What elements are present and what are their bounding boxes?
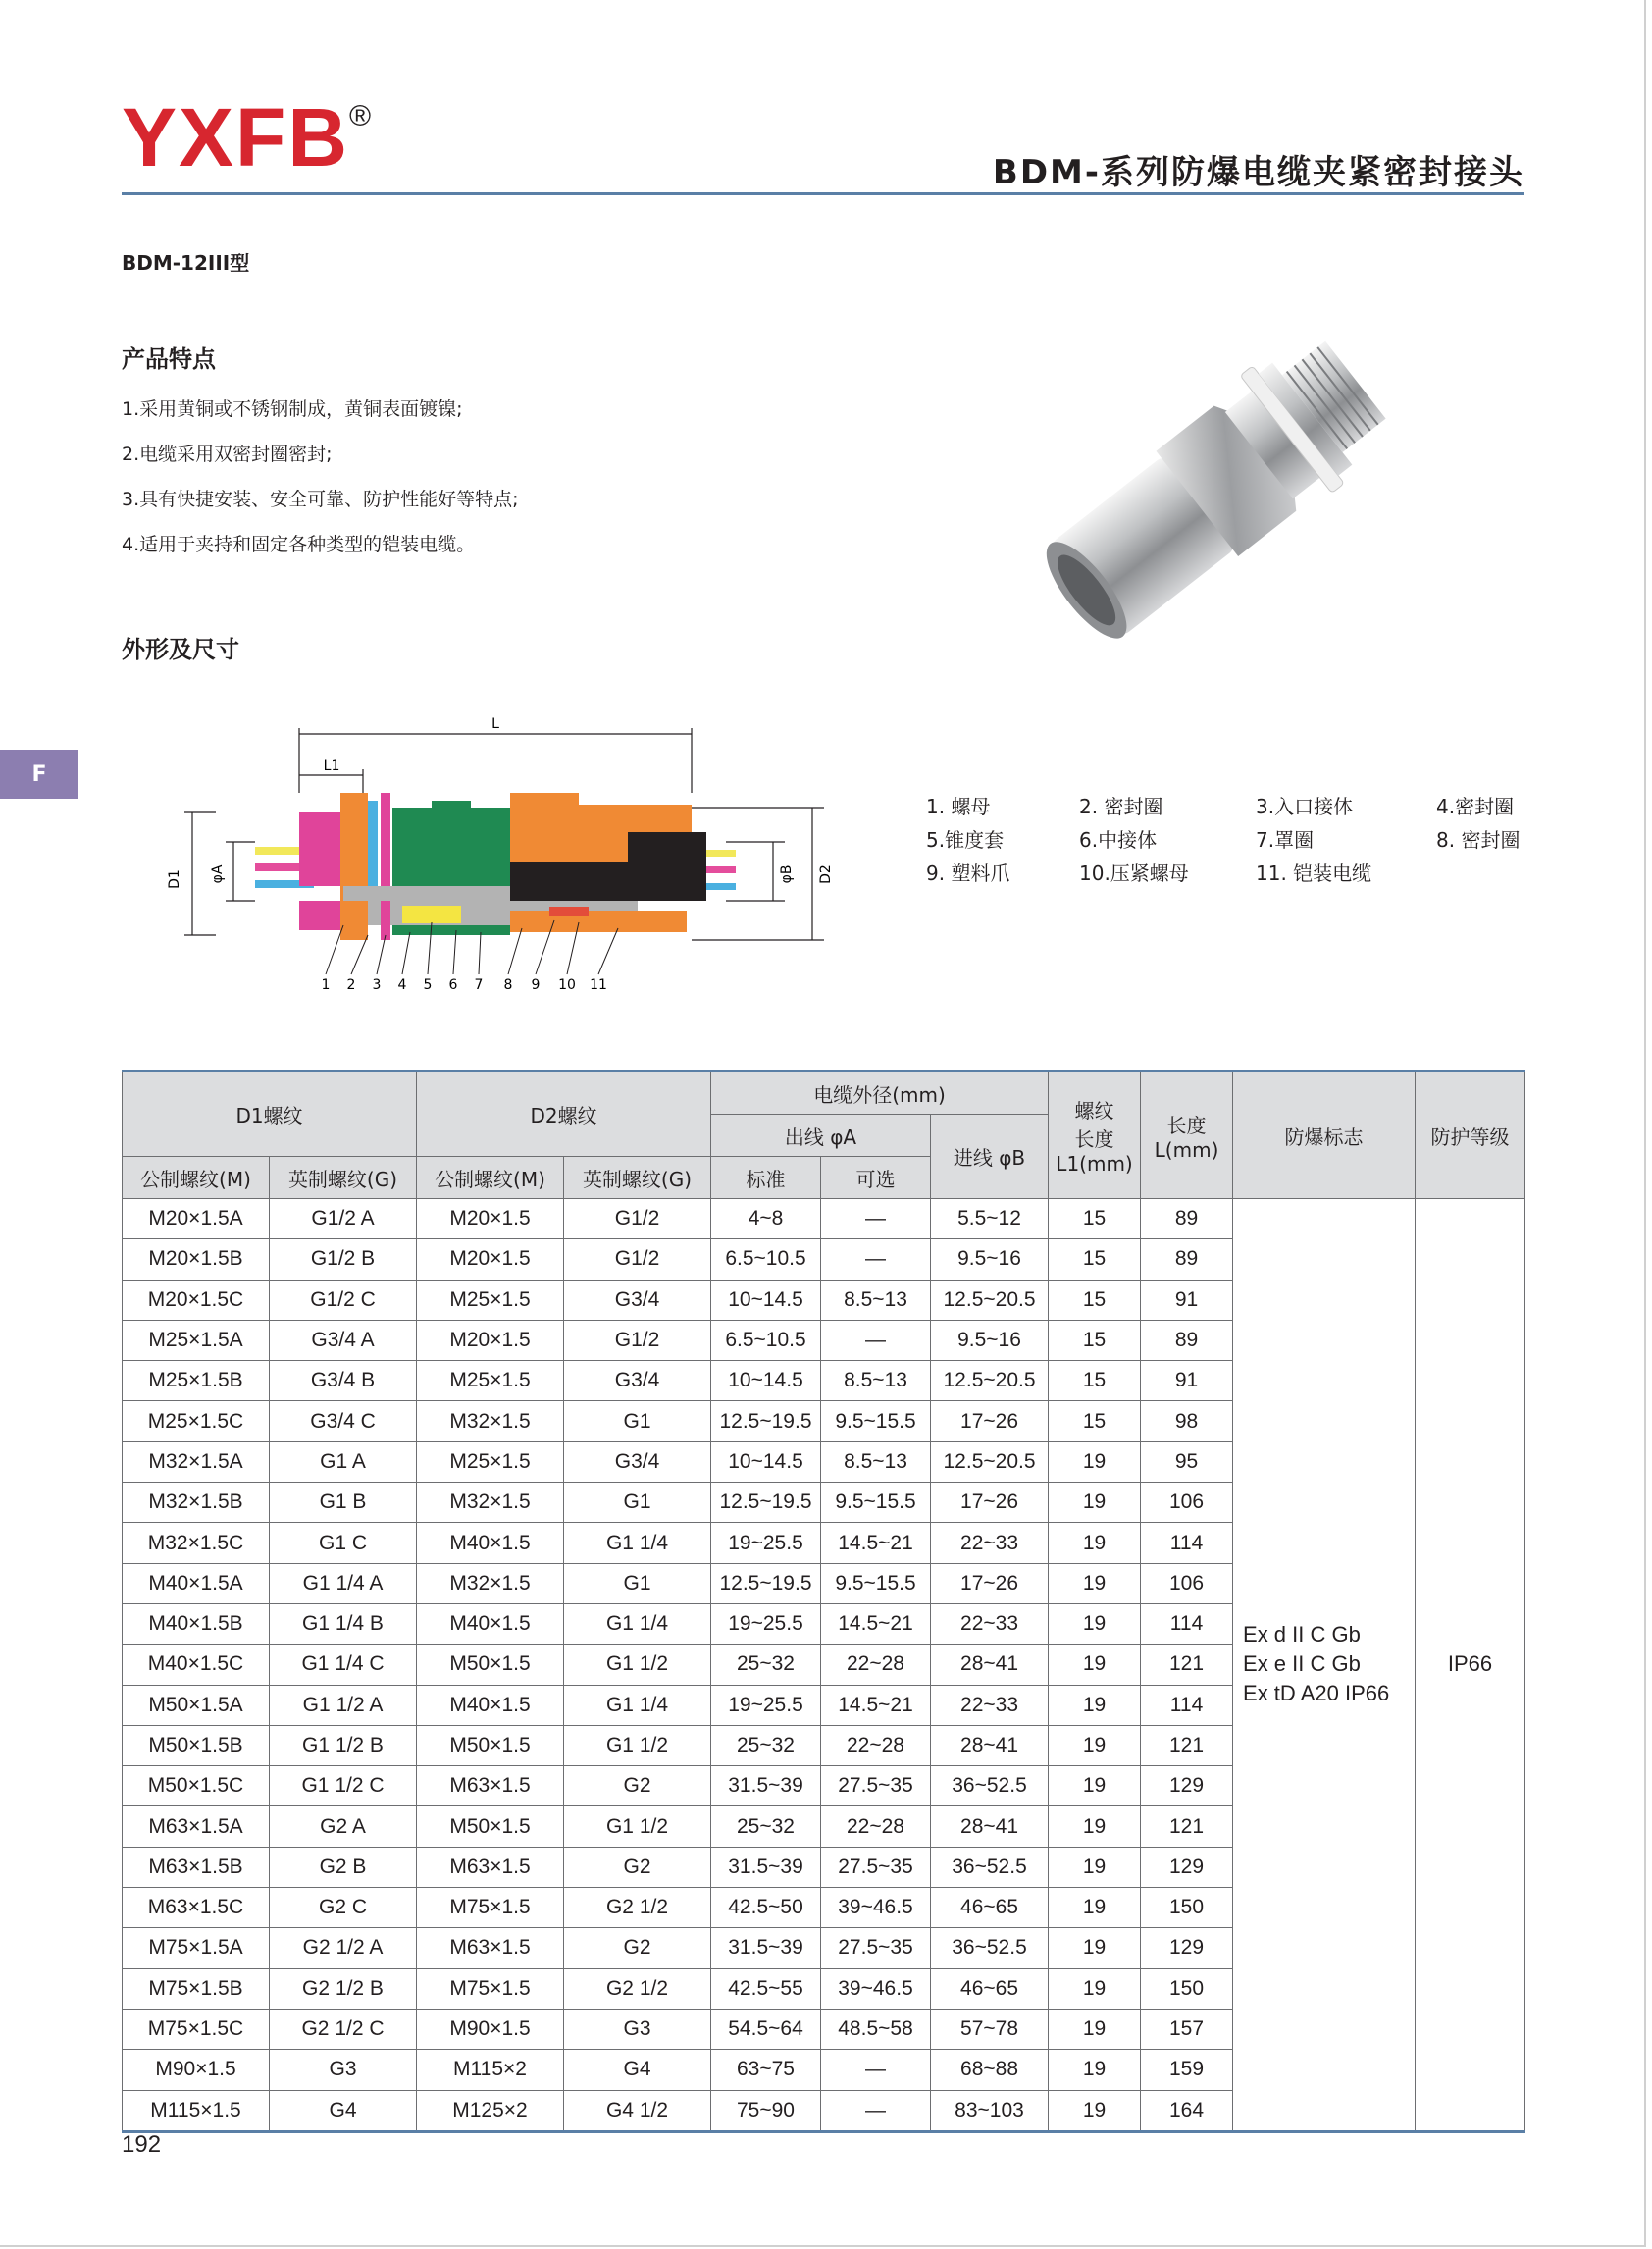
table-cell: 164 xyxy=(1141,2090,1233,2131)
legend-item: 3.入口接体 xyxy=(1256,795,1354,818)
table-cell: 129 xyxy=(1141,1928,1233,1968)
table-cell: 28~41 xyxy=(931,1645,1049,1685)
table-cell: G1/2 xyxy=(564,1320,711,1360)
table-cell: 12.5~19.5 xyxy=(711,1401,821,1441)
feature-item-1: 1.采用黄铜或不锈钢制成，黄铜表面镀镍; xyxy=(122,398,463,420)
table-cell: 63~75 xyxy=(711,2050,821,2090)
table-cell: G1/2 A xyxy=(270,1199,417,1239)
table-cell: 19 xyxy=(1049,1603,1141,1644)
table-cell: 83~103 xyxy=(931,2090,1049,2131)
brand-logo: YXFB xyxy=(122,91,350,183)
table-cell: M50×1.5C xyxy=(123,1766,270,1806)
table-cell: 121 xyxy=(1141,1645,1233,1685)
table-cell: 19~25.5 xyxy=(711,1523,821,1563)
table-cell: 19 xyxy=(1049,1645,1141,1685)
table-cell: 27.5~35 xyxy=(821,1766,931,1806)
table-cell: M20×1.5 xyxy=(417,1239,564,1280)
table-cell: M32×1.5 xyxy=(417,1563,564,1603)
table-cell: 159 xyxy=(1141,2050,1233,2090)
legend-item: 10.压紧螺母 xyxy=(1079,862,1189,885)
header-d2: D2螺纹 xyxy=(417,1072,711,1157)
table-cell: 15 xyxy=(1049,1401,1141,1441)
table-cell: 19 xyxy=(1049,1968,1141,2009)
table-cell: 36~52.5 xyxy=(931,1928,1049,1968)
table-cell: 28~41 xyxy=(931,1725,1049,1765)
table-cell: M40×1.5 xyxy=(417,1685,564,1725)
table-cell: 15 xyxy=(1049,1320,1141,1360)
table-cell: G1 xyxy=(564,1563,711,1603)
table-cell: 121 xyxy=(1141,1806,1233,1847)
table-cell: M32×1.5 xyxy=(417,1401,564,1441)
legend-item: 7.罩圈 xyxy=(1256,828,1315,852)
table-cell: G1/2 C xyxy=(270,1280,417,1320)
table-cell: G1 1/2 A xyxy=(270,1685,417,1725)
table-cell: M25×1.5C xyxy=(123,1401,270,1441)
table-cell: G2 A xyxy=(270,1806,417,1847)
table-cell: 98 xyxy=(1141,1401,1233,1441)
table-cell: M32×1.5B xyxy=(123,1483,270,1523)
table-cell: 6.5~10.5 xyxy=(711,1239,821,1280)
legend-item: 2. 密封圈 xyxy=(1079,795,1163,818)
table-cell: M32×1.5C xyxy=(123,1523,270,1563)
features-heading: 产品特点 xyxy=(122,345,216,373)
callout-2: 2 xyxy=(346,977,356,993)
table-cell: M115×2 xyxy=(417,2050,564,2090)
callout-4: 4 xyxy=(397,977,407,993)
table-cell: 91 xyxy=(1141,1361,1233,1401)
table-cell: G2 1/2 xyxy=(564,1968,711,2009)
table-cell: G2 xyxy=(564,1766,711,1806)
callout-1: 1 xyxy=(321,977,331,993)
ex-mark-line: Ex d II C Gb xyxy=(1243,1622,1361,1648)
table-cell: G4 xyxy=(564,2050,711,2090)
table-cell: 121 xyxy=(1141,1725,1233,1765)
table-row xyxy=(123,1199,1525,1239)
table-cell: M20×1.5 xyxy=(417,1199,564,1239)
table-cell: 22~33 xyxy=(931,1603,1049,1644)
feature-item-4: 4.适用于夹持和固定各种类型的铠装电缆。 xyxy=(122,534,476,555)
table-cell: 95 xyxy=(1141,1441,1233,1482)
table-cell: 8.5~13 xyxy=(821,1441,931,1482)
feature-item-3: 3.具有快捷安装、安全可靠、防护性能好等特点; xyxy=(122,489,519,510)
table-cell: M115×1.5 xyxy=(123,2090,270,2131)
table-cell: 17~26 xyxy=(931,1563,1049,1603)
table-cell: G1 1/4 xyxy=(564,1603,711,1644)
table-cell: 14.5~21 xyxy=(821,1523,931,1563)
table-cell: 42.5~55 xyxy=(711,1968,821,2009)
table-cell: — xyxy=(821,1320,931,1360)
table-cell: 19 xyxy=(1049,1928,1141,1968)
callout-8: 8 xyxy=(503,977,513,993)
table-cell: G3/4 xyxy=(564,1441,711,1482)
table-cell: 15 xyxy=(1049,1361,1141,1401)
table-cell: 10~14.5 xyxy=(711,1361,821,1401)
table-cell: M20×1.5 xyxy=(417,1320,564,1360)
table-cell: 19 xyxy=(1049,2050,1141,2090)
table-cell: 19 xyxy=(1049,1806,1141,1847)
table-cell: 27.5~35 xyxy=(821,1928,931,1968)
table-cell: G1 1/2 xyxy=(564,1645,711,1685)
header-cable-od: 电缆外径(mm) xyxy=(711,1072,1049,1115)
table-cell: G1 1/2 xyxy=(564,1806,711,1847)
table-cell: 12.5~20.5 xyxy=(931,1280,1049,1320)
table-cell: G1 1/2 C xyxy=(270,1766,417,1806)
table-cell: G1 B xyxy=(270,1483,417,1523)
table-cell: 15 xyxy=(1049,1239,1141,1280)
legend-item: 5.锥度套 xyxy=(926,828,1005,852)
legend-item: 9. 塑料爪 xyxy=(926,862,1010,885)
table-cell: G1 1/4 xyxy=(564,1685,711,1725)
table-cell: M32×1.5 xyxy=(417,1483,564,1523)
ip-rating-cell: IP66 xyxy=(1416,1199,1525,2132)
dimensions-heading: 外形及尺寸 xyxy=(122,636,239,663)
table-cell: 89 xyxy=(1141,1239,1233,1280)
table-cell: G2 1/2 A xyxy=(270,1928,417,1968)
header-out-phiA: 出线 φA xyxy=(711,1115,931,1157)
table-cell: G1 1/4 B xyxy=(270,1603,417,1644)
table-cell: G3/4 xyxy=(564,1361,711,1401)
table-cell: 10~14.5 xyxy=(711,1280,821,1320)
cross-section-drawing xyxy=(157,714,844,999)
header-standard: 标准 xyxy=(711,1157,821,1199)
callout-7: 7 xyxy=(474,977,484,993)
table-cell: M75×1.5C xyxy=(123,2009,270,2049)
registered-mark: ® xyxy=(349,100,372,132)
table-cell: 57~78 xyxy=(931,2009,1049,2049)
table-cell: 10~14.5 xyxy=(711,1441,821,1482)
table-cell: 9.5~16 xyxy=(931,1239,1049,1280)
table-cell: 68~88 xyxy=(931,2050,1049,2090)
table-cell: 14.5~21 xyxy=(821,1603,931,1644)
table-cell: 12.5~20.5 xyxy=(931,1441,1049,1482)
header-length: 长度 L(mm) xyxy=(1141,1072,1233,1199)
model-label: BDM-12III型 xyxy=(122,251,250,275)
table-cell: G1/2 xyxy=(564,1199,711,1239)
table-cell: — xyxy=(821,2090,931,2131)
table-cell: 22~33 xyxy=(931,1685,1049,1725)
table-cell: G2 1/2 C xyxy=(270,2009,417,2049)
table-cell: G4 xyxy=(270,2090,417,2131)
table-cell: 150 xyxy=(1141,1888,1233,1928)
table-cell: G2 xyxy=(564,1847,711,1887)
table-cell: 106 xyxy=(1141,1483,1233,1523)
table-cell: 9.5~15.5 xyxy=(821,1563,931,1603)
table-cell: G3/4 B xyxy=(270,1361,417,1401)
dim-L1: L1 xyxy=(323,758,340,774)
table-cell: 114 xyxy=(1141,1523,1233,1563)
table-cell: 15 xyxy=(1049,1280,1141,1320)
table-cell: M40×1.5 xyxy=(417,1603,564,1644)
dim-D1: D1 xyxy=(167,869,182,889)
table-cell: 42.5~50 xyxy=(711,1888,821,1928)
table-cell: 19 xyxy=(1049,1847,1141,1887)
table-cell: G3 xyxy=(564,2009,711,2049)
table-cell: 14.5~21 xyxy=(821,1685,931,1725)
table-cell: M90×1.5 xyxy=(417,2009,564,2049)
table-cell: 15 xyxy=(1049,1199,1141,1239)
table-cell: M25×1.5 xyxy=(417,1280,564,1320)
table-cell: M40×1.5 xyxy=(417,1523,564,1563)
header-optional: 可选 xyxy=(821,1157,931,1199)
table-cell: M25×1.5A xyxy=(123,1320,270,1360)
table-cell: M90×1.5 xyxy=(123,2050,270,2090)
header-ex-mark: 防爆标志 xyxy=(1233,1072,1416,1199)
table-cell: 17~26 xyxy=(931,1483,1049,1523)
table-cell: — xyxy=(821,1239,931,1280)
table-cell: 22~28 xyxy=(821,1806,931,1847)
table-cell: 9.5~15.5 xyxy=(821,1401,931,1441)
table-cell: 75~90 xyxy=(711,2090,821,2131)
product-photo xyxy=(1010,312,1422,665)
table-cell: 46~65 xyxy=(931,1888,1049,1928)
table-cell: 19 xyxy=(1049,1725,1141,1765)
table-cell: G2 1/2 B xyxy=(270,1968,417,2009)
table-cell: 89 xyxy=(1141,1199,1233,1239)
table-cell: G3/4 xyxy=(564,1280,711,1320)
table-cell: M75×1.5 xyxy=(417,1968,564,2009)
table-cell: G1 xyxy=(564,1401,711,1441)
callout-5: 5 xyxy=(423,977,433,993)
table-cell: 6.5~10.5 xyxy=(711,1320,821,1360)
table-cell: M25×1.5 xyxy=(417,1441,564,1482)
table-cell: 9.5~15.5 xyxy=(821,1483,931,1523)
table-cell: 36~52.5 xyxy=(931,1847,1049,1887)
dim-D2: D2 xyxy=(818,864,834,884)
table-cell: G1/2 xyxy=(564,1239,711,1280)
header-thread-length: 螺纹 长度 L1(mm) xyxy=(1049,1072,1141,1199)
header-d2-metric: 公制螺纹(M) xyxy=(417,1157,564,1199)
table-cell: 27.5~35 xyxy=(821,1847,931,1887)
header-d2-imperial: 英制螺纹(G) xyxy=(564,1157,711,1199)
table-cell: M20×1.5C xyxy=(123,1280,270,1320)
table-cell: 19 xyxy=(1049,2090,1141,2131)
table-cell: 36~52.5 xyxy=(931,1766,1049,1806)
table-cell: G1 C xyxy=(270,1523,417,1563)
table-cell: 114 xyxy=(1141,1603,1233,1644)
dim-phiA: φA xyxy=(210,864,226,884)
table-cell: 31.5~39 xyxy=(711,1847,821,1887)
table-cell: 19~25.5 xyxy=(711,1685,821,1725)
table-cell: 28~41 xyxy=(931,1806,1049,1847)
page-number: 192 xyxy=(122,2131,162,2158)
table-cell: 150 xyxy=(1141,1968,1233,2009)
table-cell: G4 1/2 xyxy=(564,2090,711,2131)
legend-item: 8. 密封圈 xyxy=(1436,828,1521,852)
table-cell: 5.5~12 xyxy=(931,1199,1049,1239)
callout-6: 6 xyxy=(448,977,458,993)
table-cell: M40×1.5A xyxy=(123,1563,270,1603)
header-d1-imperial: 英制螺纹(G) xyxy=(270,1157,417,1199)
table-cell: M50×1.5 xyxy=(417,1645,564,1685)
legend-item: 1. 螺母 xyxy=(926,795,991,818)
table-cell: M75×1.5 xyxy=(417,1888,564,1928)
section-tab: F xyxy=(0,750,78,799)
table-cell: 19 xyxy=(1049,1563,1141,1603)
table-cell: 48.5~58 xyxy=(821,2009,931,2049)
table-cell: M40×1.5B xyxy=(123,1603,270,1644)
callout-3: 3 xyxy=(372,977,382,993)
table-cell: 19 xyxy=(1049,1523,1141,1563)
table-cell: 25~32 xyxy=(711,1806,821,1847)
table-cell: G1 1/2 B xyxy=(270,1725,417,1765)
table-cell: M63×1.5A xyxy=(123,1806,270,1847)
table-cell: M25×1.5B xyxy=(123,1361,270,1401)
header-in-phiB: 进线 φB xyxy=(931,1115,1049,1199)
table-cell: 157 xyxy=(1141,2009,1233,2049)
table-cell: 25~32 xyxy=(711,1725,821,1765)
table-cell: — xyxy=(821,1199,931,1239)
table-cell: 22~28 xyxy=(821,1725,931,1765)
table-cell: M20×1.5B xyxy=(123,1239,270,1280)
table-cell: 19 xyxy=(1049,1888,1141,1928)
table-cell: 19 xyxy=(1049,1766,1141,1806)
table-cell: M63×1.5 xyxy=(417,1766,564,1806)
table-cell: 19 xyxy=(1049,1685,1141,1725)
table-cell: M50×1.5 xyxy=(417,1725,564,1765)
table-cell: 19~25.5 xyxy=(711,1603,821,1644)
table-cell: G1 A xyxy=(270,1441,417,1482)
table-cell: 114 xyxy=(1141,1685,1233,1725)
table-cell: 54.5~64 xyxy=(711,2009,821,2049)
legend-item: 4.密封圈 xyxy=(1436,795,1515,818)
table-cell: M50×1.5 xyxy=(417,1806,564,1847)
feature-item-2: 2.电缆采用双密封圈密封; xyxy=(122,444,333,465)
table-cell: 31.5~39 xyxy=(711,1928,821,1968)
table-cell: G1 xyxy=(564,1483,711,1523)
header-rule xyxy=(122,192,1524,195)
spec-table xyxy=(122,1070,1525,2133)
callout-11: 11 xyxy=(590,977,607,993)
table-cell: G2 xyxy=(564,1928,711,1968)
table-cell: G3 xyxy=(270,2050,417,2090)
table-cell: 12.5~20.5 xyxy=(931,1361,1049,1401)
table-cell: 91 xyxy=(1141,1280,1233,1320)
table-cell: 17~26 xyxy=(931,1401,1049,1441)
table-cell: 8.5~13 xyxy=(821,1361,931,1401)
table-cell: 89 xyxy=(1141,1320,1233,1360)
table-cell: 129 xyxy=(1141,1766,1233,1806)
table-cell: 129 xyxy=(1141,1847,1233,1887)
callout-9: 9 xyxy=(531,977,541,993)
legend-item: 11. 铠装电缆 xyxy=(1256,862,1372,885)
table-cell: G3/4 C xyxy=(270,1401,417,1441)
ex-mark-line: Ex e II C Gb xyxy=(1243,1651,1361,1677)
table-cell: 8.5~13 xyxy=(821,1280,931,1320)
header-d1-metric: 公制螺纹(M) xyxy=(123,1157,270,1199)
table-cell: G3/4 A xyxy=(270,1320,417,1360)
table-cell: M75×1.5B xyxy=(123,1968,270,2009)
table-cell: G1 1/4 xyxy=(564,1523,711,1563)
table-cell: 19 xyxy=(1049,1441,1141,1482)
callout-10: 10 xyxy=(558,977,576,993)
table-cell: G1 1/2 xyxy=(564,1725,711,1765)
table-cell: 31.5~39 xyxy=(711,1766,821,1806)
table-cell: 12.5~19.5 xyxy=(711,1563,821,1603)
table-cell: 22~28 xyxy=(821,1645,931,1685)
table-cell: M63×1.5C xyxy=(123,1888,270,1928)
table-cell: 106 xyxy=(1141,1563,1233,1603)
table-cell: M125×2 xyxy=(417,2090,564,2131)
table-cell: M75×1.5A xyxy=(123,1928,270,1968)
table-cell: G1/2 B xyxy=(270,1239,417,1280)
table-cell: 4~8 xyxy=(711,1199,821,1239)
table-cell: G1 1/4 C xyxy=(270,1645,417,1685)
table-cell: M63×1.5B xyxy=(123,1847,270,1887)
table-cell: 12.5~19.5 xyxy=(711,1483,821,1523)
table-cell: 39~46.5 xyxy=(821,1968,931,2009)
dim-L: L xyxy=(491,716,499,732)
table-cell: G2 C xyxy=(270,1888,417,1928)
ex-mark-cell xyxy=(1233,1199,1416,2132)
table-cell: 9.5~16 xyxy=(931,1320,1049,1360)
table-cell: M50×1.5A xyxy=(123,1685,270,1725)
table-cell: 19 xyxy=(1049,1483,1141,1523)
table-cell: 39~46.5 xyxy=(821,1888,931,1928)
table-cell: M40×1.5C xyxy=(123,1645,270,1685)
table-cell: M25×1.5 xyxy=(417,1361,564,1401)
header-ip: 防护等级 xyxy=(1416,1072,1525,1199)
table-cell: — xyxy=(821,2050,931,2090)
table-cell: G1 1/4 A xyxy=(270,1563,417,1603)
table-cell: G2 1/2 xyxy=(564,1888,711,1928)
legend-item: 6.中接体 xyxy=(1079,828,1158,852)
table-cell: M50×1.5B xyxy=(123,1725,270,1765)
table-cell: M20×1.5A xyxy=(123,1199,270,1239)
table-cell: M63×1.5 xyxy=(417,1928,564,1968)
dim-phiB: φB xyxy=(779,864,795,884)
header-d1: D1螺纹 xyxy=(123,1072,417,1157)
table-cell: 19 xyxy=(1049,2009,1141,2049)
table-cell: M32×1.5A xyxy=(123,1441,270,1482)
table-cell: G2 B xyxy=(270,1847,417,1887)
table-cell: 25~32 xyxy=(711,1645,821,1685)
table-cell: 46~65 xyxy=(931,1968,1049,2009)
table-cell: 22~33 xyxy=(931,1523,1049,1563)
table-cell: M63×1.5 xyxy=(417,1847,564,1887)
ex-mark-line: Ex tD A20 IP66 xyxy=(1243,1681,1390,1706)
page-title: BDM-系列防爆电缆夹紧密封接头 xyxy=(992,153,1524,192)
